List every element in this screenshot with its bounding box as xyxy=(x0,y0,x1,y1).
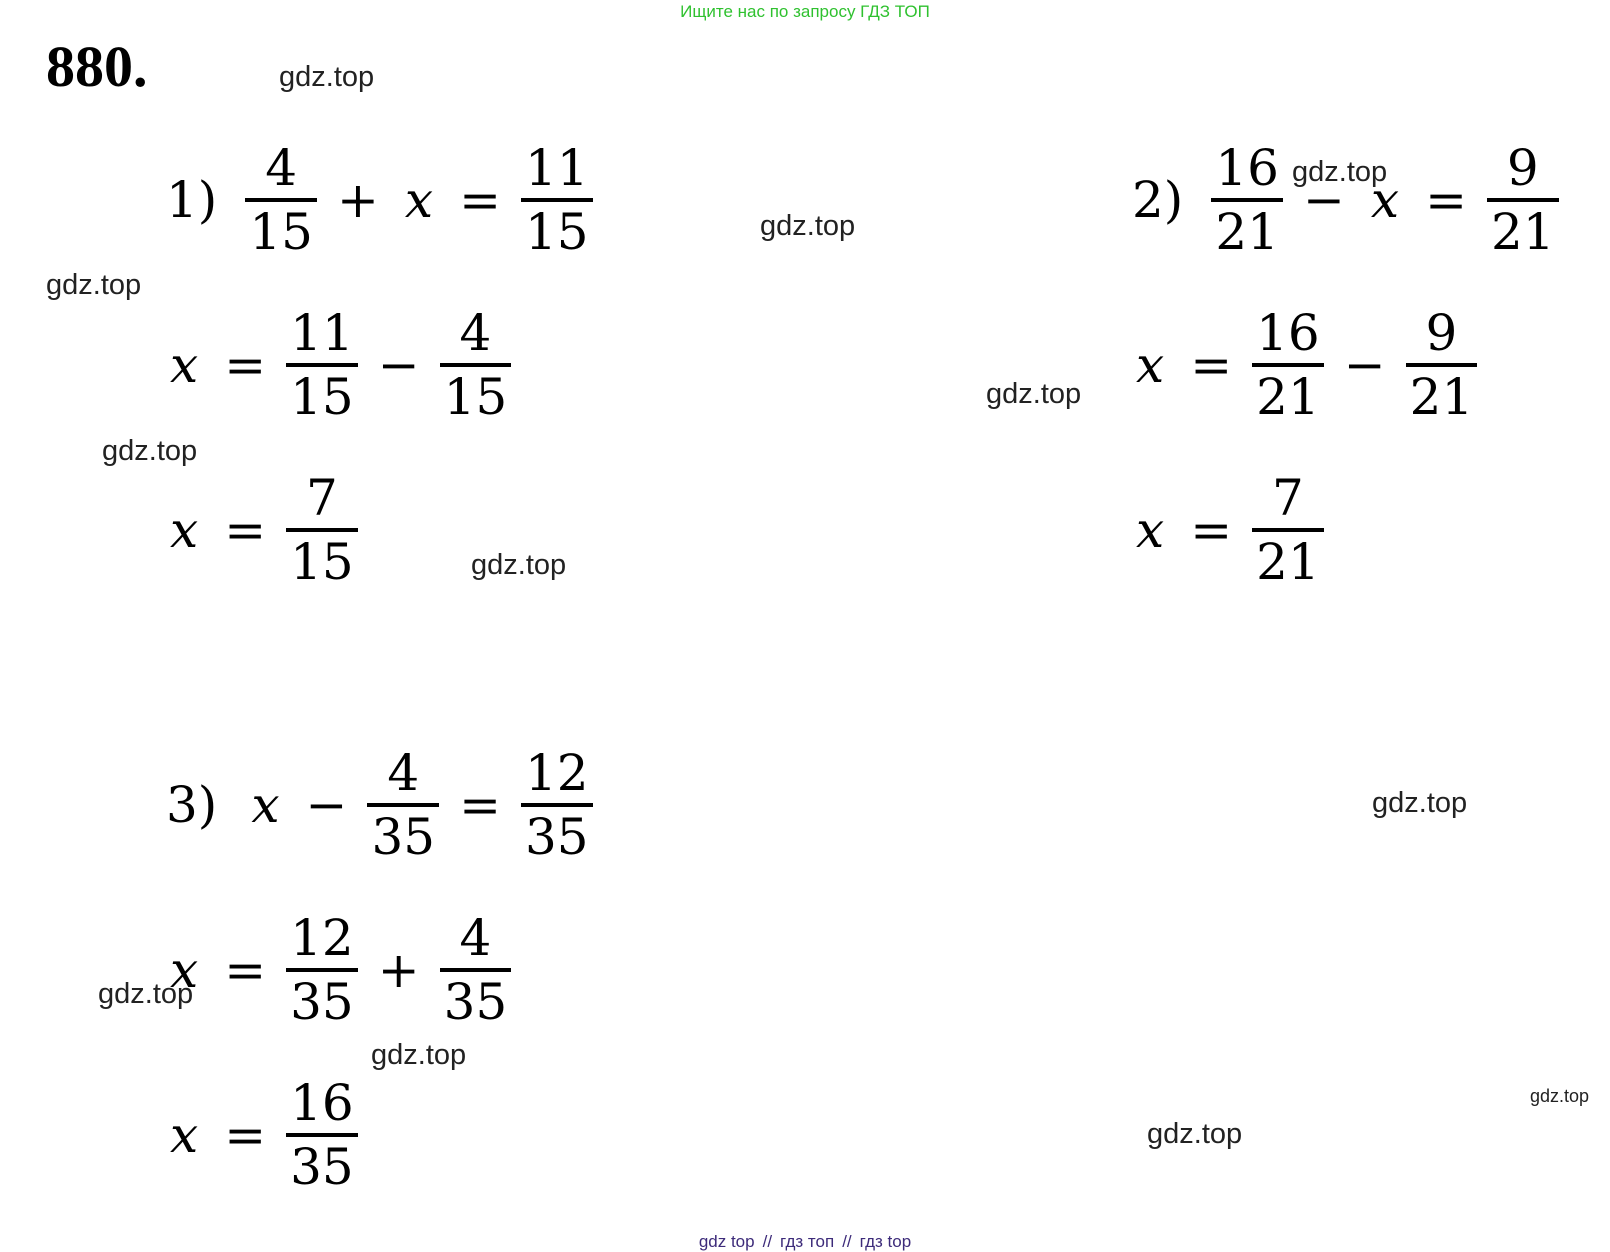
numerator: 9 xyxy=(1425,304,1458,362)
variable: x xyxy=(170,1106,199,1164)
fraction xyxy=(521,745,593,865)
numerator: 4 xyxy=(459,909,492,967)
variable: x xyxy=(1136,501,1165,559)
denominator: 21 xyxy=(1409,368,1474,426)
problem-3-step-2 xyxy=(158,910,517,1030)
numerator: 7 xyxy=(1272,469,1304,527)
problem-1-step-2 xyxy=(158,305,517,425)
watermark: gdz.top xyxy=(1292,156,1388,188)
operator: − xyxy=(1343,336,1386,394)
watermark: gdz.top xyxy=(98,978,194,1010)
denominator: 21 xyxy=(1256,368,1320,426)
equals-sign: = xyxy=(459,776,501,834)
watermark: gdz.top xyxy=(471,549,567,581)
fraction xyxy=(440,910,512,1030)
numerator: 4 xyxy=(387,744,420,802)
footer-link[interactable]: гдз топ xyxy=(780,1232,835,1251)
denominator: 15 xyxy=(443,368,508,426)
fraction xyxy=(1406,305,1478,425)
denominator: 15 xyxy=(290,533,354,591)
problem-label: 3) xyxy=(166,776,218,834)
numerator: 12 xyxy=(524,744,589,802)
fraction xyxy=(286,910,358,1030)
variable: x xyxy=(1136,336,1165,394)
numerator: 7 xyxy=(306,469,338,527)
fraction xyxy=(1211,140,1283,260)
fraction xyxy=(367,745,439,865)
watermark: gdz.top xyxy=(102,435,198,467)
problem-3-equation xyxy=(166,745,599,865)
equals-sign: = xyxy=(1190,336,1233,394)
numerator: 12 xyxy=(290,909,354,967)
fraction-bar xyxy=(440,363,512,367)
denominator: 35 xyxy=(524,808,589,866)
footer xyxy=(0,1232,1610,1252)
fraction xyxy=(1252,305,1324,425)
watermark: gdz.top xyxy=(1372,787,1468,819)
fraction-bar xyxy=(440,968,512,972)
fraction xyxy=(286,305,358,425)
denominator: 35 xyxy=(290,1138,354,1196)
fraction xyxy=(1487,140,1559,260)
task-number: 880. xyxy=(46,34,148,99)
equals-sign: = xyxy=(224,1106,267,1164)
equals-sign: = xyxy=(224,336,267,394)
footer-separator: // xyxy=(842,1232,852,1251)
problem-label: 1) xyxy=(166,171,218,229)
denominator: 15 xyxy=(249,203,313,261)
fraction-bar xyxy=(1252,528,1324,532)
variable: x xyxy=(404,171,434,229)
fraction xyxy=(1252,470,1324,590)
fraction-bar xyxy=(286,968,358,972)
equals-sign: = xyxy=(1425,171,1467,229)
operator: − xyxy=(1302,171,1345,229)
problem-1-equation xyxy=(166,140,599,260)
variable: x xyxy=(170,336,199,394)
fraction-bar xyxy=(521,803,593,807)
fraction-bar xyxy=(1252,363,1324,367)
denominator: 15 xyxy=(290,368,354,426)
fraction xyxy=(286,470,358,590)
watermark: gdz.top xyxy=(46,269,142,301)
numerator: 16 xyxy=(1215,139,1279,197)
watermark: gdz.top xyxy=(371,1039,467,1071)
operator: − xyxy=(377,336,420,394)
variable: x xyxy=(1370,171,1400,229)
numerator: 9 xyxy=(1506,139,1539,197)
numerator: 11 xyxy=(524,139,589,197)
numerator: 16 xyxy=(290,1074,354,1132)
fraction xyxy=(440,305,512,425)
problem-1-answer xyxy=(158,470,364,590)
numerator: 16 xyxy=(1256,304,1320,362)
problem-2-step-2 xyxy=(1124,305,1483,425)
denominator: 15 xyxy=(524,203,589,261)
numerator: 4 xyxy=(459,304,492,362)
problem-label: 2) xyxy=(1132,171,1184,229)
problem-2-equation xyxy=(1132,140,1565,260)
footer-link[interactable]: гдз top xyxy=(859,1232,912,1251)
denominator: 35 xyxy=(290,973,354,1031)
watermark: gdz.top xyxy=(760,210,856,242)
watermark: gdz.top xyxy=(1530,1086,1590,1106)
fraction-bar xyxy=(245,198,317,202)
denominator: 21 xyxy=(1256,533,1320,591)
fraction xyxy=(286,1075,358,1195)
fraction-bar xyxy=(286,528,358,532)
operator: + xyxy=(336,171,379,229)
operator: + xyxy=(377,941,420,999)
fraction-bar xyxy=(1211,198,1283,202)
problem-3-answer xyxy=(158,1075,364,1195)
equals-sign: = xyxy=(224,941,267,999)
equals-sign: = xyxy=(224,501,267,559)
variable: x xyxy=(170,501,199,559)
variable: x xyxy=(251,776,280,834)
equals-sign: = xyxy=(1190,501,1233,559)
watermark: gdz.top xyxy=(1147,1118,1243,1150)
problem-2-answer xyxy=(1124,470,1330,590)
numerator: 11 xyxy=(290,304,354,362)
denominator: 35 xyxy=(371,808,436,866)
fraction-bar xyxy=(1406,363,1478,367)
fraction-bar xyxy=(367,803,439,807)
top-banner: Ищите нас по запросу ГДЗ ТОП xyxy=(680,2,930,21)
variable: x xyxy=(170,941,199,999)
footer-separator: // xyxy=(762,1232,773,1251)
denominator: 35 xyxy=(443,973,508,1031)
denominator: 21 xyxy=(1215,203,1279,261)
equals-sign: = xyxy=(459,171,501,229)
numerator: 4 xyxy=(265,139,298,197)
fraction xyxy=(521,140,593,260)
fraction xyxy=(245,140,317,260)
watermark: gdz.top xyxy=(986,378,1082,410)
fraction-bar xyxy=(286,363,358,367)
fraction-bar xyxy=(521,198,593,202)
fraction-bar xyxy=(1487,198,1559,202)
watermark: gdz.top xyxy=(279,61,375,93)
denominator: 21 xyxy=(1490,203,1555,261)
fraction-bar xyxy=(286,1133,358,1137)
footer-link[interactable]: gdz top xyxy=(698,1232,755,1251)
operator: − xyxy=(305,776,348,834)
